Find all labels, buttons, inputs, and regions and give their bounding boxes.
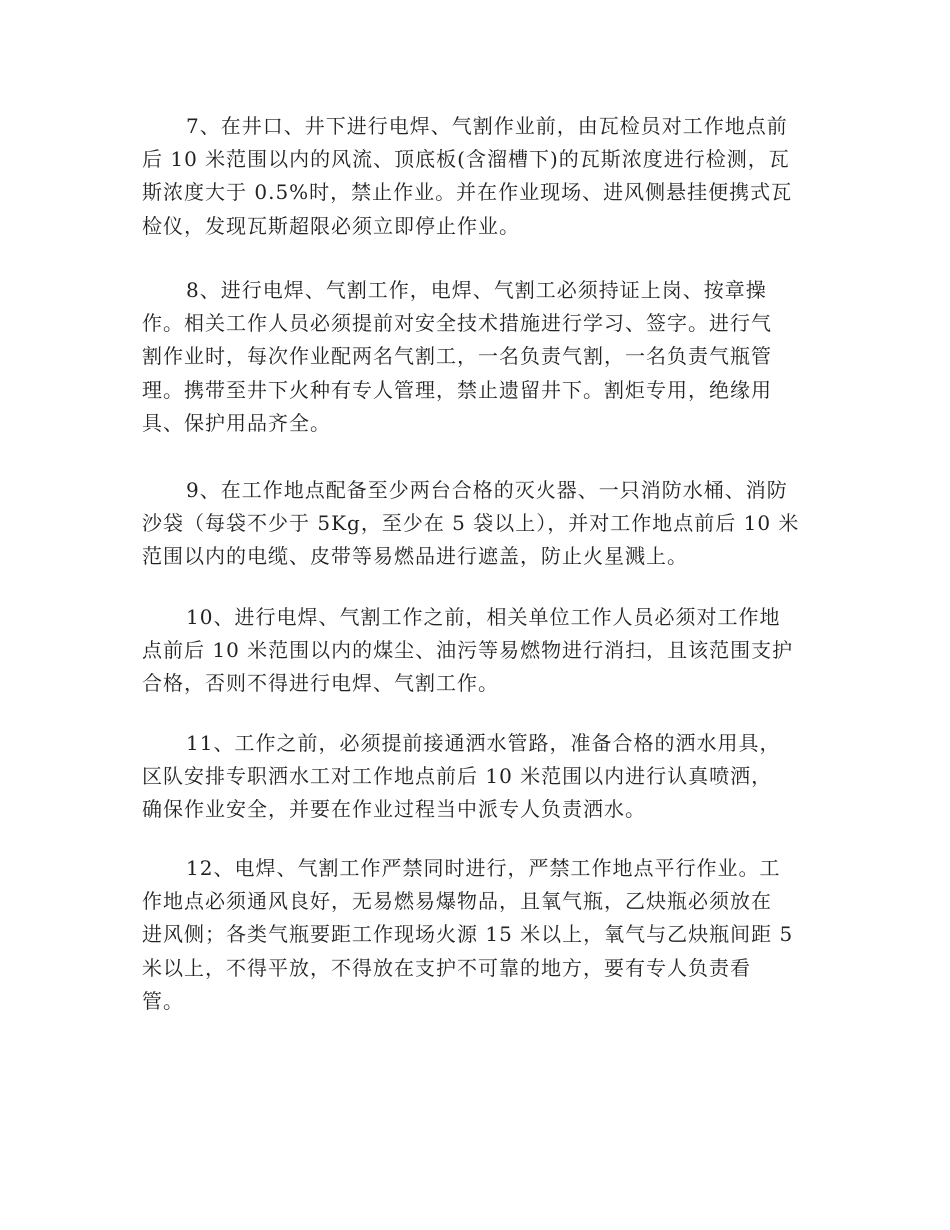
paragraph-item-7 xyxy=(142,110,814,243)
text-line: 沙袋（每袋不少于 5Kg，至少在 5 袋以上），并对工作地点前后 10 米 xyxy=(142,511,800,536)
text-line: 进风侧；各类气瓶要距工作现场火源 15 米以上，氧气与乙炔瓶间距 5 xyxy=(142,922,794,947)
text-line: 7、在井口、井下进行电焊、气割作业前，由瓦检员对工作地点前 xyxy=(186,114,788,138)
text-line: 割作业时，每次作业配两名气割工，一名负责气割，一名负责气瓶管 xyxy=(142,344,772,369)
text-line: 作。相关工作人员必须提前对安全技术措施进行学习、签字。进行气 xyxy=(142,311,772,336)
text-line: 作地点必须通风良好，无易燃易爆物品，且氧气瓶，乙炔瓶必须放在 xyxy=(142,889,772,914)
text-line: 范围以内的电缆、皮带等易燃品进行遮盖，防止火星溅上。 xyxy=(142,544,688,569)
text-line: 确保作业安全，并要在作业过程当中派专人负责洒水。 xyxy=(142,797,646,822)
paragraph-item-9 xyxy=(142,474,814,574)
text-line: 区队安排专职洒水工对工作地点前后 10 米范围以内进行认真喷洒， xyxy=(142,764,773,789)
text-line: 管。 xyxy=(142,988,184,1013)
paragraph-item-11 xyxy=(142,727,814,827)
text-line: 后 10 米范围以内的风流、顶底板(含溜槽下)的瓦斯浓度进行检测，瓦 xyxy=(142,147,790,172)
paragraph-item-10 xyxy=(142,601,814,701)
text-line: 米以上，不得平放，不得放在支护不可靠的地方，要有专人负责看 xyxy=(142,955,751,980)
text-line: 11、工作之前，必须提前接通洒水管路，准备合格的洒水用具， xyxy=(186,731,781,755)
text-line: 合格，否则不得进行电焊、气割工作。 xyxy=(142,671,499,696)
text-line: 具、保护用品齐全。 xyxy=(142,410,331,435)
paragraph-item-12 xyxy=(142,852,814,1018)
paragraph-item-8 xyxy=(142,274,814,440)
text-line: 检仪，发现瓦斯超限必须立即停止作业。 xyxy=(142,213,520,238)
text-line: 12、电焊、气割工作严禁同时进行，严禁工作地点平行作业。工 xyxy=(186,856,781,880)
text-line: 斯浓度大于 0.5%时，禁止作业。并在作业现场、进风侧悬挂便携式瓦 xyxy=(142,180,793,205)
text-line: 点前后 10 米范围以内的煤尘、油污等易燃物进行消扫，且该范围支护 xyxy=(142,638,794,663)
text-line: 10、进行电焊、气割工作之前，相关单位工作人员必须对工作地 xyxy=(186,605,781,629)
text-line: 理。携带至井下火种有专人管理，禁止遗留井下。割炬专用，绝缘用 xyxy=(142,377,772,402)
text-line: 9、在工作地点配备至少两台合格的灭火器、一只消防水桶、消防 xyxy=(186,478,788,502)
text-line: 8、进行电焊、气割工作，电焊、气割工必须持证上岗、按章操 xyxy=(186,278,767,302)
